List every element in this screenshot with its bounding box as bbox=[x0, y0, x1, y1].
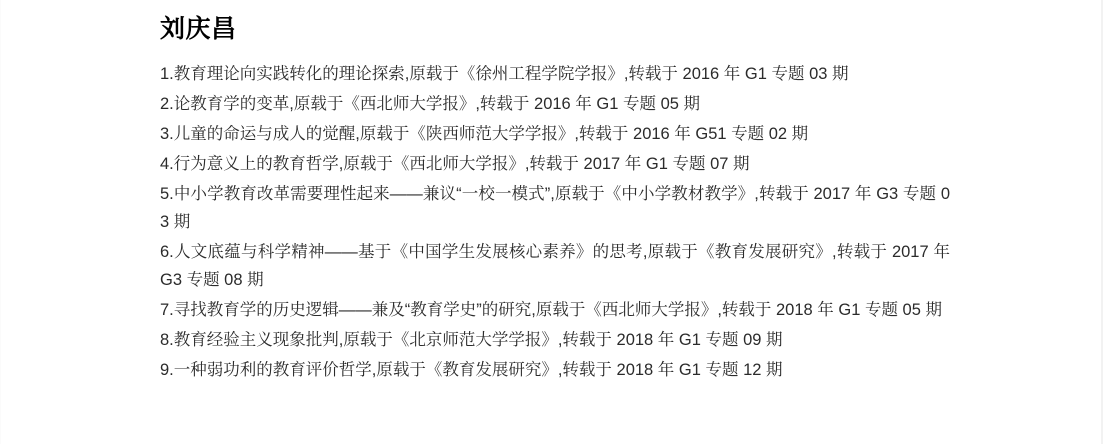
page-left-edge bbox=[0, 0, 1, 444]
list-item: 6.人文底蕴与科学精神——基于《中国学生发展核心素养》的思考,原载于《教育发展研究》,转载于 2017 年 G3 专题 08 期 bbox=[160, 243, 950, 289]
list-item: 3.儿童的命运与成人的觉醒,原载于《陕西师范大学学报》,转载于 2016 年 G51 专题 02 期 bbox=[160, 125, 809, 143]
list-item: 8.教育经验主义现象批判,原载于《北京师范大学学报》,转载于 2018 年 G1 专题 09 期 bbox=[160, 331, 783, 349]
list-item: 4.行为意义上的教育哲学,原载于《西北师大学报》,转载于 2017 年 G1 专题 07 期 bbox=[160, 155, 750, 173]
list-item: 1.教育理论向实践转化的理论探索,原载于《徐州工程学院学报》,转载于 2016 年 G1 专题 03 期 bbox=[160, 65, 849, 83]
list-item: 5.中小学教育改革需要理性起来——兼议“一校一模式”,原载于《中小学教材教学》,转载于 2017 年 G3 专题 03 期 bbox=[160, 185, 950, 231]
document-content bbox=[160, 0, 950, 386]
list-item: 9.一种弱功利的教育评价哲学,原载于《教育发展研究》,转载于 2018 年 G1 专题 12 期 bbox=[160, 361, 783, 379]
page-title: 刘庆昌 bbox=[160, 15, 237, 43]
list-item: 7.寻找教育学的历史逻辑——兼及“教育学史”的研究,原载于《西北师大学报》,转载于 2018 年 G1 专题 05 期 bbox=[160, 301, 942, 319]
publication-entry-list bbox=[160, 60, 950, 384]
list-item: 2.论教育学的变革,原载于《西北师大学报》,转载于 2016 年 G1 专题 05 期 bbox=[160, 95, 701, 113]
